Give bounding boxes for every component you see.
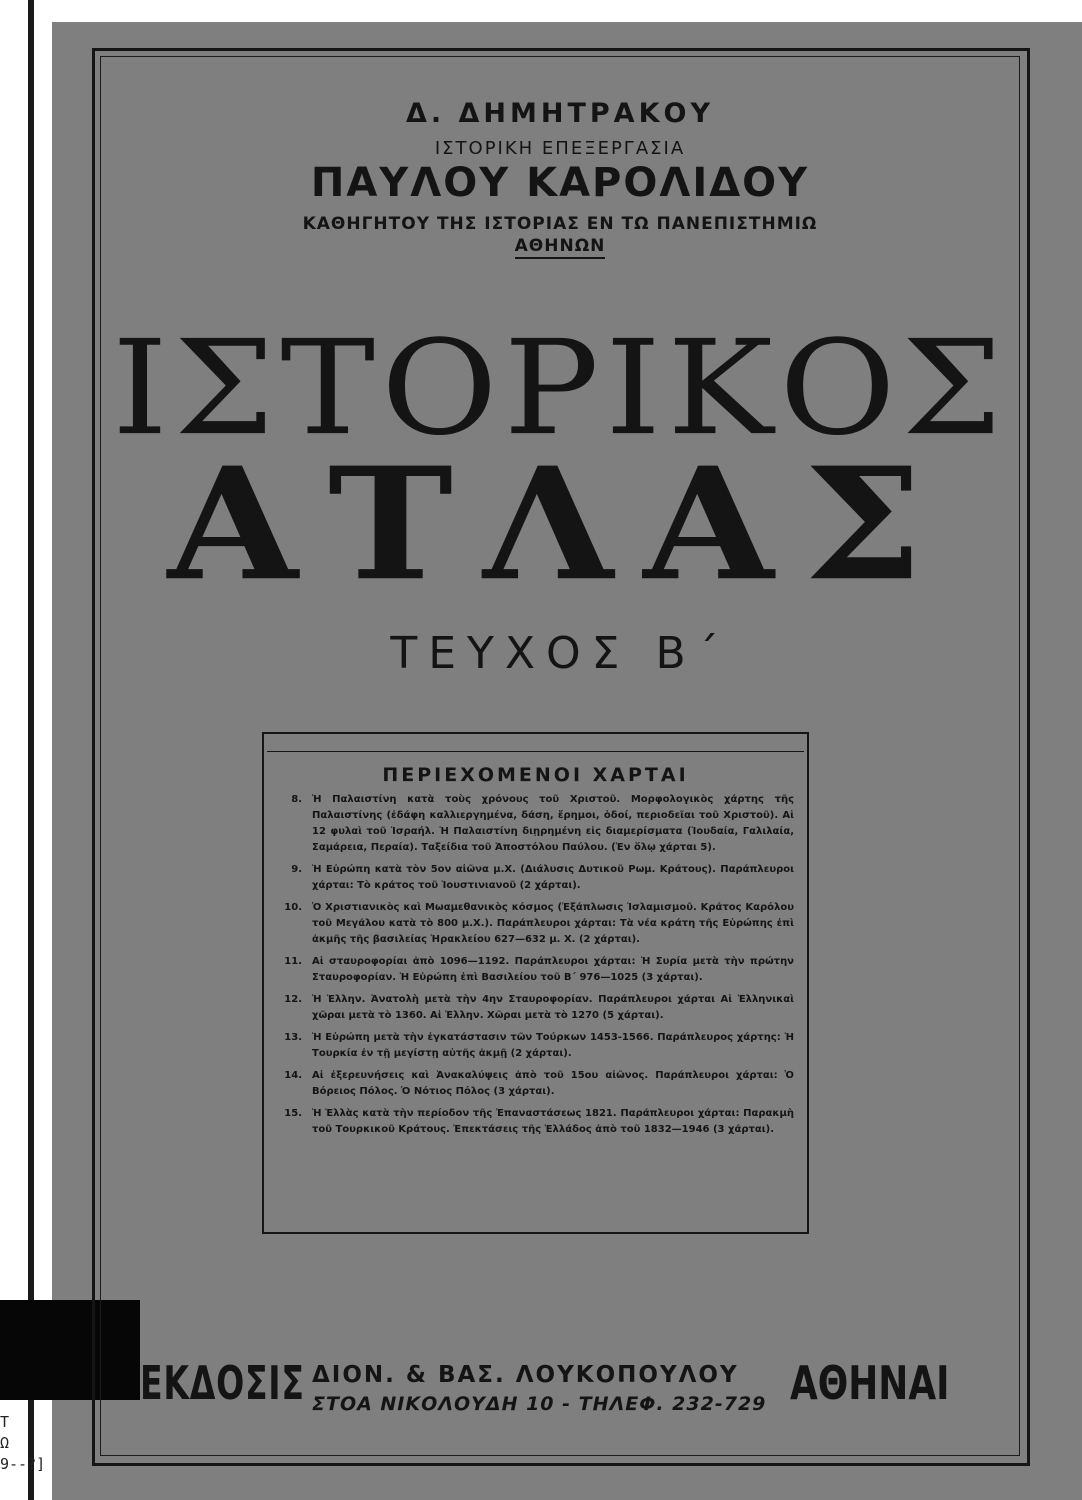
list-item bbox=[280, 954, 794, 986]
item-number: 8. bbox=[291, 794, 302, 805]
contents-list bbox=[280, 792, 794, 1144]
publisher-name: ΔΙΟΝ. & ΒΑΣ. ΛΟΥΚΟΠΟΥΛΟΥ bbox=[312, 1362, 739, 1388]
item-number: 11. bbox=[284, 956, 302, 967]
item-number: 15. bbox=[284, 1108, 302, 1119]
publication-place: ΑΘΗΝΑΙ bbox=[790, 1356, 950, 1410]
list-item bbox=[280, 1030, 794, 1062]
contents-heading: ΠΕΡΙΕΧΟΜΕΝΟΙ ΧΑΡΤΑΙ bbox=[382, 764, 689, 786]
item-number: 9. bbox=[291, 864, 302, 875]
item-number: 14. bbox=[284, 1070, 302, 1081]
edition-label: ΕΚΔΟΣΙΣ bbox=[140, 1356, 305, 1410]
list-item bbox=[280, 1106, 794, 1138]
list-item bbox=[280, 900, 794, 948]
item-text: Αἱ ἐξερευνήσεις καὶ Ἀνακαλύψεις ἀπὸ τοῦ 15ου αἰῶνος. Παράπλευροι χάρται: Ὁ Βόρειος Πόλος. Ὁ Νότιος Πόλος (3 χάρται). bbox=[312, 1070, 794, 1097]
binding-edge bbox=[28, 0, 34, 1500]
item-number: 12. bbox=[284, 994, 302, 1005]
list-item bbox=[280, 992, 794, 1024]
editing-label: ΙΣΤΟΡΙΚΗ ΕΠΕΞΕΡΓΑΣΙΑ bbox=[434, 138, 686, 159]
author-name: Δ. ΔΗΜΗΤΡΑΚΟΥ bbox=[405, 98, 715, 129]
item-text: Ἡ Παλαιστίνη κατὰ τοὺς χρόνους τοῦ Χριστοῦ. Μορφολογικὸς χάρτης τῆς Παλαιστίνης (ἐδάφη καλλιεργημένα, δάση, ἔρημοι, ὁδοί, περιοδεῖαι τοῦ Χριστοῦ). Αἱ 12 φυλαὶ τοῦ Ἰσραήλ. Ἡ Παλαιστίνη διῃρημένη εἰς διαμερίσματα (Ἰουδαία, Γαλιλαία, Σαμάρεια, Περαία). Ταξείδια τοῦ Ἀποστόλου Παύλου. (Ἐν ὅλῳ χάρται 5). bbox=[312, 794, 794, 853]
publisher-address: ΣΤΟΑ ΝΙΚΟΛΟΥΔΗ 10 - ΤΗΛΕΦ. 232-729 bbox=[312, 1393, 767, 1415]
list-item bbox=[280, 792, 794, 856]
volume-label: ΤΕΥΧΟΣ Β΄ bbox=[390, 628, 730, 679]
item-text: Ὁ Χριστιανικὸς καὶ Μωαμεθανικὸς κόσμος (Ἐξάπλωσις Ἰσλαμισμοῦ. Κράτος Καρόλου τοῦ Μεγάλου κατὰ τὸ 800 μ.Χ.). Παράπλευροι χάρται: Τὰ νέα κράτη τῆς Εὐρώπης ἐπὶ ἀκμῆς τῆς βασιλείας Ἡρακλείου 627—632 μ. Χ. (2 χάρται). bbox=[312, 902, 794, 945]
editor-name: ΠΑΥΛΟΥ ΚΑΡΟΛΙΔΟΥ bbox=[310, 160, 810, 206]
library-label-line: T bbox=[0, 1413, 10, 1431]
title-line-2: ΑΤΛΑΣ bbox=[167, 432, 953, 616]
item-text: Ἡ Εὐρώπη μετὰ τὴν ἐγκατάστασιν τῶν Τούρκων 1453-1566. Παράπλευρος χάρτης: Ἡ Τουρκία ἐν τῇ μεγίστῃ αὐτῆς ἀκμῇ (2 χάρται). bbox=[312, 1032, 794, 1059]
list-item bbox=[280, 1068, 794, 1100]
binding-strip bbox=[0, 0, 48, 1500]
university-city: ΑΘΗΝΩΝ bbox=[100, 236, 1020, 256]
editor-title: ΚΑΘΗΓΗΤΟΥ ΤΗΣ ΙΣΤΟΡΙΑΣ ΕΝ ΤΩ ΠΑΝΕΠΙΣΤΗΜΙΩ bbox=[302, 214, 818, 234]
library-label bbox=[0, 1412, 45, 1475]
item-text: Ἡ Εὐρώπη κατὰ τὸν 5ον αἰῶνα μ.Χ. (Διάλυσις Δυτικοῦ Ρωμ. Κράτους). Παράπλευροι χάρται: Τὸ κράτος τοῦ Ἰουστινιανοῦ (2 χάρται). bbox=[312, 864, 794, 891]
library-label-line: 9--?] bbox=[0, 1455, 46, 1473]
list-item bbox=[280, 862, 794, 894]
item-text: Ἡ Ἑλλὰς κατὰ τὴν περίοδον τῆς Ἐπαναστάσεως 1821. Παράπλευροι χάρται: Παρακμὴ τοῦ Τουρκικοῦ Κράτους. Ἐπεκτάσεις τῆς Ἑλλάδος ἀπὸ τοῦ 1832—1946 (3 χάρται). bbox=[312, 1108, 794, 1135]
item-text: Ἡ Ἑλλην. Ἀνατολὴ μετὰ τὴν 4ην Σταυροφορίαν. Παράπλευροι χάρται Αἱ Ἑλληνικαὶ χῶραι μετὰ τὸ 1360. Αἱ Ἑλλην. Χῶραι μετὰ τὸ 1270 (5 χάρται). bbox=[312, 994, 794, 1021]
contents-box bbox=[262, 732, 809, 1234]
item-number: 10. bbox=[284, 902, 302, 913]
item-text: Αἱ σταυροφορίαι ἀπὸ 1096—1192. Παράπλευροι χάρται: Ἡ Συρία μετὰ τὴν πρώτην Σταυροφορίαν. Ἡ Εὐρώπη ἐπὶ Βασιλείου τοῦ Β΄ 976—1025 (3 χάρται). bbox=[312, 956, 794, 983]
title-line-1: ΙΣΤΟΡΙΚΟΣ bbox=[111, 312, 1009, 465]
library-label-line: Ω bbox=[0, 1434, 10, 1452]
item-number: 13. bbox=[284, 1032, 302, 1043]
